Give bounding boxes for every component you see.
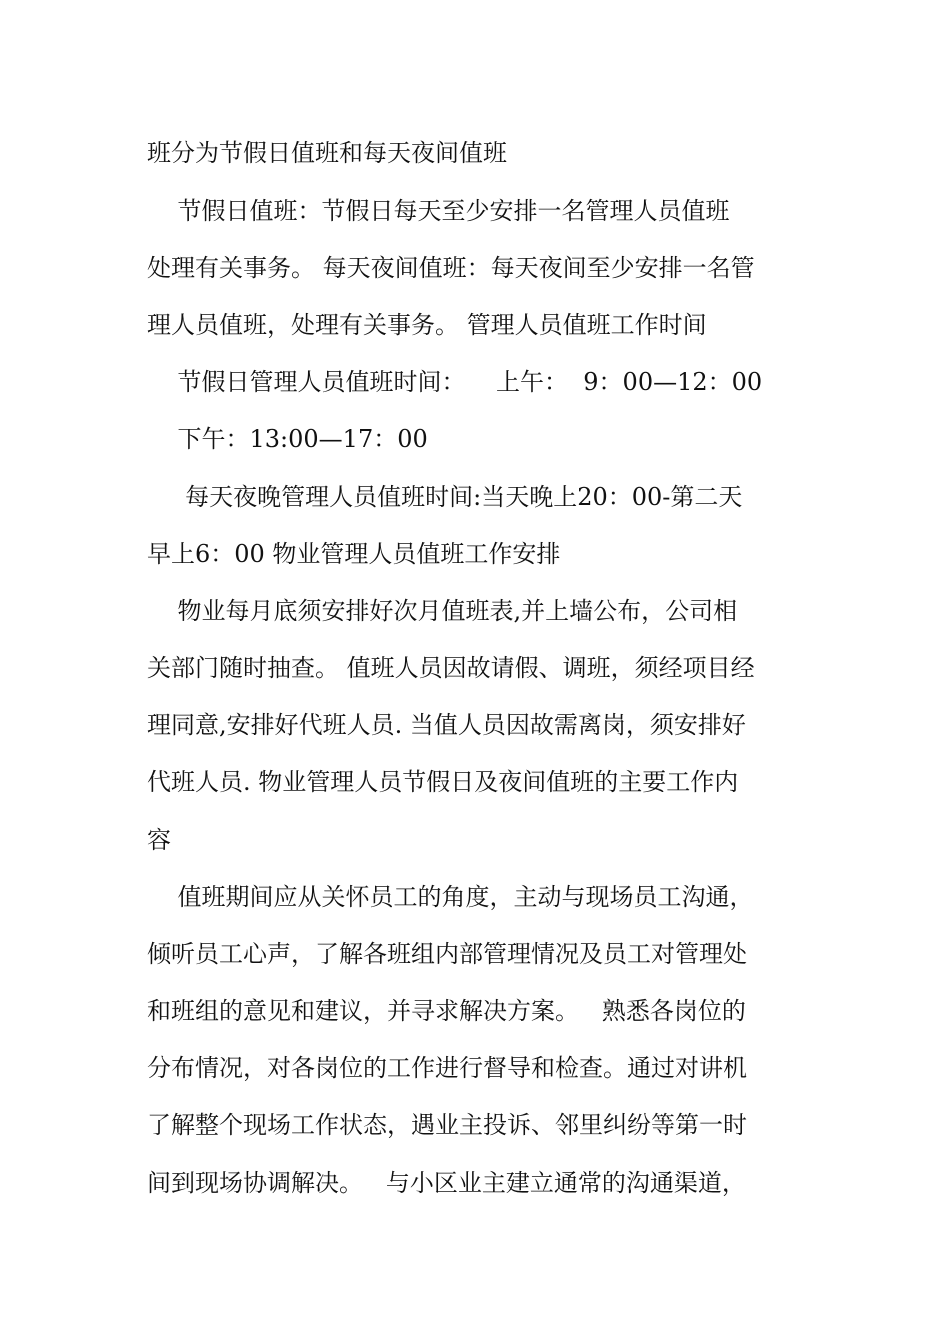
text-line: 关部门随时抽查。 值班人员因故请假、调班，须经项目经: [147, 654, 755, 682]
text-line: 间到现场协调解决。 与小区业主建立通常的沟通渠道，: [147, 1169, 746, 1197]
text-line: 物业每月底须安排好次月值班表,并上墙公布，公司相: [147, 597, 738, 625]
text-line: 理同意,安排好代班人员. 当值人员因故需离岗，须安排好: [147, 711, 746, 739]
text-line: 理人员值班，处理有关事务。 管理人员值班工作时间: [147, 311, 707, 339]
text-line: 班分为节假日值班和每天夜间值班: [147, 139, 507, 167]
text-line: 容: [147, 826, 171, 854]
text-line: 值班期间应从关怀员工的角度，主动与现场员工沟通，: [147, 883, 754, 911]
text-line: 代班人员. 物业管理人员节假日及夜间值班的主要工作内: [147, 768, 739, 796]
text-line: 了解整个现场工作状态，遇业主投诉、邻里纠纷等第一时: [147, 1111, 747, 1139]
text-line: 节假日值班：节假日每天至少安排一名管理人员值班: [147, 197, 730, 225]
text-line: 每天夜晚管理人员值班时间:当天晚上20：00-第二天: [147, 483, 743, 511]
text-line: 和班组的意见和建议，并寻求解决方案。 熟悉各岗位的: [147, 997, 746, 1025]
text-line: 下午：13:00—17：00: [147, 425, 428, 453]
text-line: 处理有关事务。 每天夜间值班：每天夜间至少安排一名管: [147, 254, 755, 282]
text-line: 节假日管理人员值班时间： 上午： 9：00—12：00: [147, 368, 763, 396]
text-line: 早上6：00 物业管理人员值班工作安排: [147, 540, 561, 568]
text-line: 倾听员工心声，了解各班组内部管理情况及员工对管理处: [147, 940, 747, 968]
text-line: 分布情况，对各岗位的工作进行督导和检查。通过对讲机: [147, 1054, 747, 1082]
